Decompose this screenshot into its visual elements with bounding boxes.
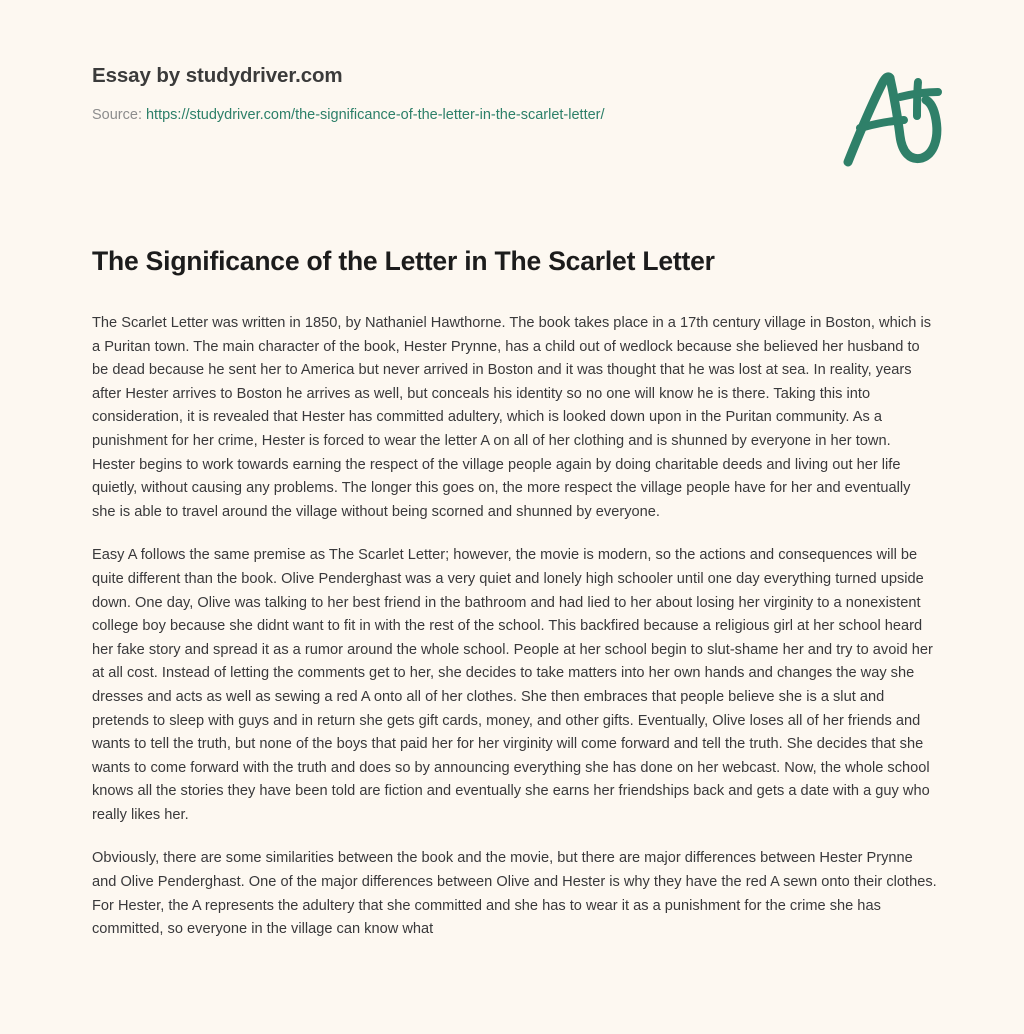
paragraph: The Scarlet Letter was written in 1850, by Nathaniel Hawthorne. The book takes place in a 17th century village in Boston, which is a Puritan town. The main character of the book, Hester Prynne, has a child out of wedlock because she believed her husband to be dead because he sent her to America but never arrived in Boston and it was thought that he was lost at sea. In reality, years after Hester arrives to Boston he arrives as well, but conceals his identity so no one will know he is there. Taking this into consideration, it is revealed that Hester has committed adultery, which is looked down upon in the Puritan community. As a punishment for her crime, Hester is forced to wear the letter A on all of her clothing and is shunned by everyone in her town. Hester begins to work towards earning the respect of the village people again by doing charitable deeds and living out her life quietly, without causing any problems. The longer this goes on, the more respect the village people have for her and eventually she is able to travel around the village without being scorned and shunned by everyone.: [92, 315, 932, 520]
a-plus-logo: [834, 62, 952, 174]
page-title: The Significance of the Letter in The Scarlet Letter: [92, 246, 715, 276]
source-line: [92, 106, 936, 125]
essay-by-heading: Essay by studydriver.com: [92, 64, 343, 87]
paragraph: Obviously, there are some similarities between the book and the movie, but there are major differences between Hester Prynne and Olive Penderghast. One of the major differences between Olive and Hester is why they have the red A sewn onto their clothes. For Hester, the A represents the adultery that she committed and she has to wear it as a punishment for the crime she has committed, so everyone in the village can know what: [92, 850, 937, 938]
a-plus-logo-icon: [834, 62, 952, 174]
source-url-link[interactable]: https://studydriver.com/the-significance-of-the-letter-in-the-scarlet-letter/: [145, 106, 605, 123]
source-label: Source:: [92, 106, 142, 123]
document-header: [92, 64, 936, 124]
paragraph: Easy A follows the same premise as The Scarlet Letter; however, the movie is modern, so the actions and consequences will be quite different than the book. Olive Penderghast was a very quiet and lonely high schooler until one day everything turned upside down. One day, Olive was talking to her best friend in the bathroom and had lied to her about losing her virginity to a nonexistent college boy because she didnt want to fit in with the rest of the school. This backfired because a religious girl at her school heard her fake story and spread it as a rumor around the whole school. People at her school begin to slut-shame her and try to avoid her at all cost. Instead of letting the comments get to her, she decides to take matters into her own hands and changes the way she dresses and acts as well as sewing a red A onto all of her clothes. She then embraces that people believe she is a slut and pretends to sleep with guys and in return she gets gift cards, money, and other gifts. Eventually, Olive loses all of her friends and wants to tell the truth, but none of the boys that paid her for her virginity will come forward and tell the truth. She decides that she wants to come forward with the truth and does so by announcing everything she has done on her webcast. Now, the whole school knows all the stories they have been told are fiction and eventually she earns her friendships back and gets a date with a guy who really likes her.: [92, 547, 933, 823]
essay-body: [92, 312, 937, 942]
